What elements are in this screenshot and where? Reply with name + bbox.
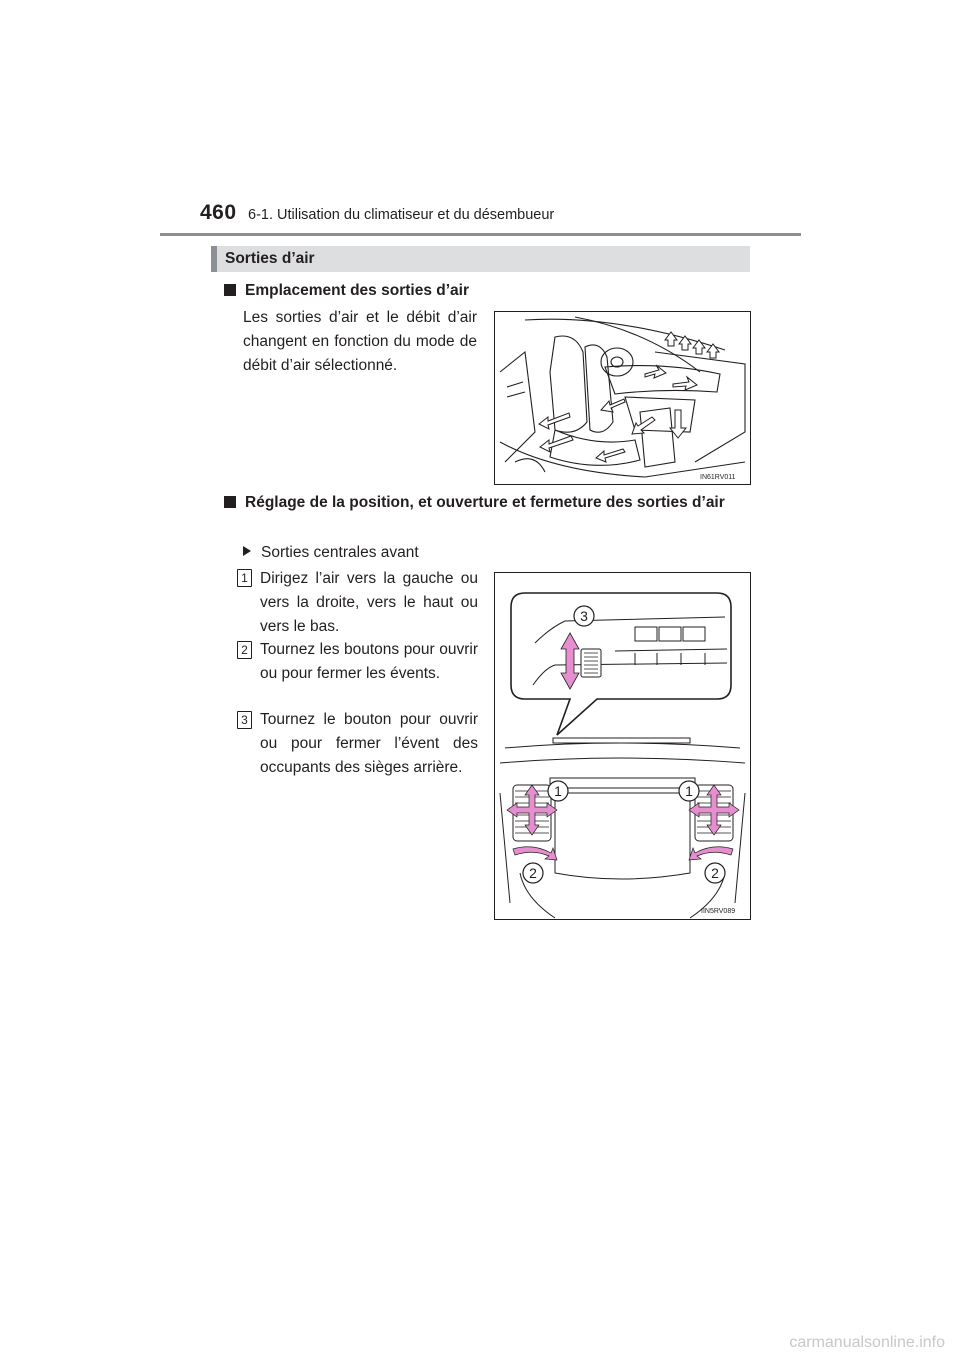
chapter-title: 6-1. Utilisation du climatiseur et du désembueur xyxy=(248,207,555,223)
section-title-bar xyxy=(211,246,750,272)
header-rule xyxy=(160,233,801,236)
location-text: Les sorties d’air et le débit d’air changent en fonction du mode de débit d’air sélectionné. xyxy=(243,309,477,374)
step-text-2: Tournez les boutons pour ouvrir ou pour fermer les évents. xyxy=(260,641,478,682)
vents-figure-code: IIN5RV089 xyxy=(701,908,736,915)
watermark: carmanualsonline.info xyxy=(789,1334,945,1351)
callout-1-left: 1 xyxy=(554,783,562,799)
cabin-illustration xyxy=(495,312,750,484)
page-number: 460 xyxy=(200,201,237,224)
section-title: Sorties d’air xyxy=(225,250,315,267)
step-number-1: 1 xyxy=(237,569,252,587)
adjust-heading: Réglage de la position, et ouverture et fermeture des sorties d’air xyxy=(224,491,745,515)
center-vents-figure xyxy=(494,572,751,920)
step-number-2: 2 xyxy=(237,641,252,659)
cabin-figure-code: IN61RV011 xyxy=(700,474,736,481)
callout-1-right: 1 xyxy=(685,783,693,799)
callout-2-right: 2 xyxy=(711,865,719,881)
vents-illustration xyxy=(495,573,750,919)
square-bullet-icon xyxy=(224,284,236,296)
vent-bullet: Sorties centrales avant xyxy=(243,541,419,565)
callout-3: 3 xyxy=(580,608,588,624)
triangle-bullet-icon xyxy=(243,546,251,556)
step-number-3: 3 xyxy=(237,711,252,729)
location-heading: Emplacement des sorties d’air xyxy=(224,279,754,303)
step-text-1: Dirigez l’air vers la gauche ou vers la droite, vers le haut ou vers le bas. xyxy=(260,570,478,635)
callout-2-left: 2 xyxy=(529,865,537,881)
square-bullet-icon xyxy=(224,496,236,508)
step-text-3: Tournez le bouton pour ouvrir ou pour fermer l’évent des occupants des sièges arrière. xyxy=(260,711,478,776)
cabin-airflow-figure xyxy=(494,311,751,485)
section-accent xyxy=(211,246,217,272)
